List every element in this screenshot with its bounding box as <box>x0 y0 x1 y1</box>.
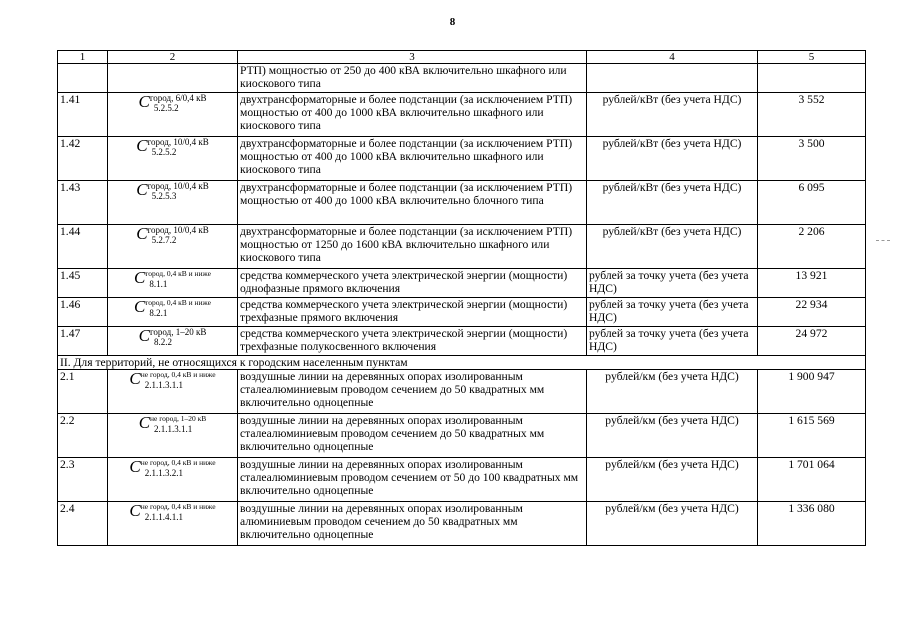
row-description: двухтрансформаторные и более подстанции (за исключением РТП) мощностью от 400 до 1000 кВА включительно шкафного или киоскового типа <box>238 137 587 181</box>
row-number: 1.41 <box>58 93 108 137</box>
row-unit: рублей/км (без учета НДС) <box>587 458 758 502</box>
table-row <box>58 414 866 458</box>
page-number: 8 <box>449 16 456 28</box>
row-unit: рублей/кВт (без учета НДС) <box>587 225 758 269</box>
rate-superscript: город, 6/0,4 кВ <box>149 93 207 103</box>
row-description: средства коммерческого учета электрической энергии (мощности) однофазные прямого включения <box>238 269 587 298</box>
table-row <box>58 269 866 298</box>
rate-superscript: не город, 0,4 кВ и ниже <box>140 458 216 467</box>
row-description: средства коммерческого учета электрической энергии (мощности) трехфазные полукосвенного включения <box>238 327 587 356</box>
rate-symbol: C не город, 0,4 кВ и ниже 2.1.1.3.2.1 <box>129 457 216 478</box>
column-header: 4 <box>587 51 758 64</box>
row-number: 1.45 <box>58 269 108 298</box>
rate-subscript: 8.1.1 <box>149 279 168 289</box>
rate-symbol: C город, 10/0,4 кВ 5.2.5.3 <box>136 180 209 201</box>
rate-subscript: 8.2.1 <box>149 308 168 318</box>
row-description: двухтрансформаторные и более подстанции (за исключением РТП) мощностью от 400 до 1000 кВА включительно шкафного или киоскового типа <box>238 93 587 137</box>
rate-code <box>108 327 238 356</box>
rate-symbol: C не город, 0,4 кВ и ниже 2.1.1.4.1.1 <box>129 501 216 522</box>
row-unit: рублей/кВт (без учета НДС) <box>587 181 758 225</box>
row-value: 22 934 <box>758 298 866 327</box>
rate-code <box>108 414 238 458</box>
row-number: 1.42 <box>58 137 108 181</box>
column-header: 3 <box>238 51 587 64</box>
row-unit: рублей/км (без учета НДС) <box>587 502 758 546</box>
rate-superscript: город, 10/0,4 кВ <box>147 181 209 191</box>
table-row <box>58 327 866 356</box>
row-number: 2.2 <box>58 414 108 458</box>
row-unit: рублей/км (без учета НДС) <box>587 414 758 458</box>
row-value: 1 900 947 <box>758 370 866 414</box>
rate-code <box>108 458 238 502</box>
column-header: 5 <box>758 51 866 64</box>
rate-code <box>108 502 238 546</box>
rate-code <box>108 298 238 327</box>
rate-superscript: город, 0,4 кВ и ниже <box>145 298 211 307</box>
rate-subscript: 2.1.1.4.1.1 <box>144 512 184 522</box>
rate-superscript: город, 10/0,4 кВ <box>147 225 209 235</box>
tariff-table <box>57 50 866 546</box>
row-number: 2.3 <box>58 458 108 502</box>
row-unit <box>587 64 758 93</box>
rate-subscript: 2.1.1.3.1.1 <box>154 424 193 434</box>
rate-code <box>108 269 238 298</box>
row-description: двухтрансформаторные и более подстанции (за исключением РТП) мощностью от 400 до 1000 кВА включительно блочного типа <box>238 181 587 225</box>
row-value: 3 552 <box>758 93 866 137</box>
row-value <box>758 64 866 93</box>
row-number: 1.46 <box>58 298 108 327</box>
rate-subscript: 8.2.2 <box>153 337 172 347</box>
row-number: 1.44 <box>58 225 108 269</box>
table-row <box>58 93 866 137</box>
header-row <box>58 51 866 64</box>
row-description: средства коммерческого учета электрической энергии (мощности) трехфазные прямого включения <box>238 298 587 327</box>
row-value: 1 701 064 <box>758 458 866 502</box>
rate-code <box>108 225 238 269</box>
table-row <box>58 225 866 269</box>
row-description: воздушные линии на деревянных опорах изолированным сталеалюминиевым проводом сечением до 50 квадратных мм включительно одноцепные <box>238 414 587 458</box>
rate-symbol: C город, 0,4 кВ и ниже 8.1.1 <box>134 268 211 289</box>
rate-superscript: не город, 0,4 кВ и ниже <box>140 502 216 511</box>
table-row <box>58 298 866 327</box>
row-unit: рублей за точку учета (без учета НДС) <box>587 298 758 327</box>
rate-subscript: 5.2.5.2 <box>153 103 179 113</box>
row-description: воздушные линии на деревянных опорах изолированным алюминиевым проводом сечением до 50 квадратных мм включительно одноцепные <box>238 502 587 546</box>
rate-subscript: 5.2.5.2 <box>151 147 177 157</box>
row-unit: рублей за точку учета (без учета НДС) <box>587 269 758 298</box>
rate-symbol: C город, 10/0,4 кВ 5.2.5.2 <box>136 136 209 157</box>
row-number <box>58 64 108 93</box>
rate-superscript: не город, 1–20 кВ <box>150 414 207 423</box>
rate-code <box>108 181 238 225</box>
row-number: 1.43 <box>58 181 108 225</box>
rate-code <box>108 137 238 181</box>
rate-subscript: 5.2.7.2 <box>151 235 177 245</box>
margin-mark <box>876 240 890 241</box>
row-value: 1 336 080 <box>758 502 866 546</box>
row-description: РТП) мощностью от 250 до 400 кВА включительно шкафного или киоскового типа <box>238 64 587 93</box>
column-header: 2 <box>108 51 238 64</box>
row-value: 2 206 <box>758 225 866 269</box>
row-unit: рублей/кВт (без учета НДС) <box>587 137 758 181</box>
rate-symbol: C город, 10/0,4 кВ 5.2.7.2 <box>136 224 209 245</box>
row-description: воздушные линии на деревянных опорах изолированным сталеалюминиевым проводом сечением от 50 до 100 квадратных мм включительно одноцепные <box>238 458 587 502</box>
table-row <box>58 370 866 414</box>
rate-superscript: город, 1–20 кВ <box>149 327 207 337</box>
rate-code <box>108 93 238 137</box>
row-number: 2.4 <box>58 502 108 546</box>
table-row <box>58 181 866 225</box>
row-value: 1 615 569 <box>758 414 866 458</box>
rate-subscript: 5.2.5.3 <box>151 191 177 201</box>
table-row <box>58 64 866 93</box>
rate-superscript: не город, 0,4 кВ и ниже <box>140 370 216 379</box>
row-unit: рублей/кВт (без учета НДС) <box>587 93 758 137</box>
rate-subscript: 2.1.1.3.1.1 <box>144 380 184 390</box>
row-unit: рублей/км (без учета НДС) <box>587 370 758 414</box>
row-description: двухтрансформаторные и более подстанции (за исключением РТП) мощностью от 1250 до 1600 кВА включительно шкафного или киоскового типа <box>238 225 587 269</box>
rate-superscript: город, 10/0,4 кВ <box>147 137 209 147</box>
row-description: воздушные линии на деревянных опорах изолированным сталеалюминиевым проводом сечением до 50 квадратных мм включительно одноцепные <box>238 370 587 414</box>
rate-symbol: C не город, 1–20 кВ 2.1.1.3.1.1 <box>138 413 207 434</box>
rate-symbol: C не город, 0,4 кВ и ниже 2.1.1.3.1.1 <box>129 369 216 390</box>
table-row <box>58 502 866 546</box>
rate-symbol: C город, 1–20 кВ 8.2.2 <box>138 326 207 347</box>
row-value: 6 095 <box>758 181 866 225</box>
rate-subscript: 2.1.1.3.2.1 <box>144 468 184 478</box>
table-row <box>58 137 866 181</box>
rate-symbol: C город, 0,4 кВ и ниже 8.2.1 <box>134 297 211 318</box>
rate-symbol: C город, 6/0,4 кВ 5.2.5.2 <box>138 92 207 113</box>
row-value: 13 921 <box>758 269 866 298</box>
row-value: 3 500 <box>758 137 866 181</box>
row-number: 2.1 <box>58 370 108 414</box>
rate-code <box>108 370 238 414</box>
row-number: 1.47 <box>58 327 108 356</box>
table-row <box>58 458 866 502</box>
column-header: 1 <box>58 51 108 64</box>
section-row <box>58 356 866 370</box>
rate-code <box>108 64 238 93</box>
section-title: II. Для территорий, не относящихся к городским населенным пунктам <box>58 356 866 370</box>
row-value: 24 972 <box>758 327 866 356</box>
row-unit: рублей за точку учета (без учета НДС) <box>587 327 758 356</box>
rate-superscript: город, 0,4 кВ и ниже <box>145 269 211 278</box>
